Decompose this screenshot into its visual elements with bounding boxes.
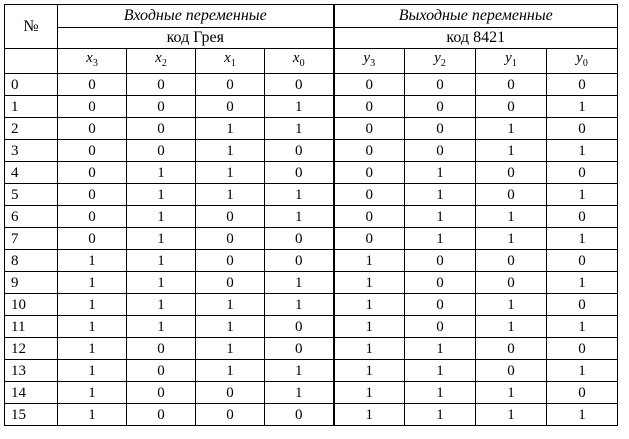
- table-body: [5, 74, 618, 426]
- input-value-cell: 0: [196, 272, 265, 294]
- output-value-cell: 1: [547, 96, 618, 118]
- output-value-cell: 1: [405, 162, 476, 184]
- input-var-subscript: 3: [92, 58, 98, 69]
- output-var-header-2: [405, 49, 476, 74]
- output-value-cell: 1: [547, 272, 618, 294]
- input-value-cell: 1: [265, 360, 334, 382]
- input-value-cell: 0: [265, 404, 334, 426]
- input-value-cell: 1: [58, 404, 127, 426]
- input-value-cell: 1: [196, 140, 265, 162]
- output-value-cell: 0: [547, 206, 618, 228]
- input-value-cell: 1: [196, 162, 265, 184]
- row-number-cell: 13: [5, 360, 58, 382]
- table-row: [5, 96, 618, 118]
- input-value-cell: 1: [127, 162, 196, 184]
- output-value-cell: 0: [476, 96, 547, 118]
- output-value-cell: 1: [334, 250, 405, 272]
- output-value-cell: 1: [405, 338, 476, 360]
- output-value-cell: 1: [476, 294, 547, 316]
- input-value-cell: 0: [265, 250, 334, 272]
- table-row: [5, 74, 618, 96]
- output-value-cell: 1: [476, 118, 547, 140]
- output-value-cell: 0: [547, 74, 618, 96]
- output-value-cell: 0: [334, 206, 405, 228]
- row-number-cell: 11: [5, 316, 58, 338]
- input-value-cell: 1: [196, 294, 265, 316]
- output-value-cell: 1: [405, 228, 476, 250]
- gray-code-table-container: [4, 4, 618, 426]
- input-value-cell: 0: [58, 206, 127, 228]
- table-row: [5, 118, 618, 140]
- input-value-cell: 1: [196, 118, 265, 140]
- output-value-cell: 0: [476, 360, 547, 382]
- input-var-subscript: 0: [299, 58, 305, 69]
- output-value-cell: 1: [334, 360, 405, 382]
- output-value-cell: 0: [334, 118, 405, 140]
- output-value-cell: 1: [547, 404, 618, 426]
- input-value-cell: 1: [265, 272, 334, 294]
- output-var-base: y: [434, 50, 441, 66]
- input-value-cell: 0: [127, 360, 196, 382]
- table-row: [5, 250, 618, 272]
- input-value-cell: 0: [265, 162, 334, 184]
- table-row: [5, 140, 618, 162]
- output-value-cell: 1: [476, 316, 547, 338]
- table-row: [5, 338, 618, 360]
- table-row: [5, 228, 618, 250]
- row-number-cell: 5: [5, 184, 58, 206]
- input-value-cell: 1: [58, 250, 127, 272]
- output-value-cell: 0: [405, 96, 476, 118]
- input-value-cell: 0: [265, 74, 334, 96]
- output-value-cell: 0: [547, 118, 618, 140]
- output-value-cell: 1: [334, 404, 405, 426]
- table-row: [5, 294, 618, 316]
- input-var-base: x: [224, 50, 231, 66]
- input-value-cell: 0: [127, 96, 196, 118]
- input-var-header-1: [196, 49, 265, 74]
- input-value-cell: 0: [58, 162, 127, 184]
- output-variables-header: Выходные переменные: [334, 5, 618, 28]
- output-value-cell: 1: [334, 338, 405, 360]
- output-value-cell: 0: [334, 74, 405, 96]
- row-number-cell: 14: [5, 382, 58, 404]
- input-value-cell: 1: [58, 272, 127, 294]
- input-value-cell: 1: [58, 294, 127, 316]
- output-value-cell: 1: [547, 184, 618, 206]
- input-var-subscript: 2: [161, 58, 167, 69]
- output-var-base: y: [505, 50, 512, 66]
- input-value-cell: 0: [265, 338, 334, 360]
- output-var-subscript: 3: [370, 58, 376, 69]
- output-value-cell: 1: [405, 206, 476, 228]
- input-var-base: x: [86, 50, 93, 66]
- output-value-cell: 0: [334, 184, 405, 206]
- output-value-cell: 1: [476, 206, 547, 228]
- output-value-cell: 1: [334, 294, 405, 316]
- input-value-cell: 1: [127, 250, 196, 272]
- input-value-cell: 1: [58, 382, 127, 404]
- output-value-cell: 1: [405, 360, 476, 382]
- input-value-cell: 0: [58, 118, 127, 140]
- table-row: [5, 382, 618, 404]
- output-value-cell: 1: [476, 404, 547, 426]
- output-value-cell: 1: [334, 272, 405, 294]
- input-value-cell: 1: [265, 382, 334, 404]
- input-value-cell: 0: [265, 228, 334, 250]
- input-value-cell: 0: [196, 404, 265, 426]
- input-value-cell: 0: [196, 74, 265, 96]
- output-value-cell: 0: [476, 162, 547, 184]
- output-value-cell: 1: [405, 184, 476, 206]
- output-value-cell: 0: [476, 338, 547, 360]
- input-value-cell: 1: [265, 294, 334, 316]
- output-code-header: код 8421: [334, 28, 618, 49]
- output-value-cell: 1: [334, 316, 405, 338]
- output-value-cell: 0: [334, 228, 405, 250]
- number-column-header: №: [5, 5, 58, 49]
- input-value-cell: 1: [196, 184, 265, 206]
- input-value-cell: 1: [127, 272, 196, 294]
- input-value-cell: 1: [127, 206, 196, 228]
- input-value-cell: 1: [58, 360, 127, 382]
- input-value-cell: 0: [196, 382, 265, 404]
- table-row: [5, 316, 618, 338]
- input-value-cell: 1: [58, 338, 127, 360]
- output-value-cell: 0: [405, 272, 476, 294]
- output-var-subscript: 2: [440, 58, 446, 69]
- input-var-header-3: [58, 49, 127, 74]
- input-value-cell: 0: [127, 404, 196, 426]
- output-value-cell: 1: [547, 228, 618, 250]
- input-value-cell: 0: [58, 96, 127, 118]
- input-value-cell: 0: [127, 140, 196, 162]
- output-var-base: y: [576, 50, 583, 66]
- output-value-cell: 0: [405, 250, 476, 272]
- table-row: [5, 206, 618, 228]
- empty-header-cell: [5, 49, 58, 74]
- output-value-cell: 1: [547, 360, 618, 382]
- table-row: [5, 404, 618, 426]
- row-number-cell: 4: [5, 162, 58, 184]
- input-value-cell: 0: [196, 250, 265, 272]
- output-value-cell: 0: [405, 74, 476, 96]
- row-number-cell: 10: [5, 294, 58, 316]
- output-var-header-3: [334, 49, 405, 74]
- input-value-cell: 1: [127, 316, 196, 338]
- output-var-header-0: [547, 49, 618, 74]
- input-value-cell: 0: [196, 96, 265, 118]
- input-value-cell: 1: [196, 360, 265, 382]
- table-row: [5, 272, 618, 294]
- output-value-cell: 0: [405, 316, 476, 338]
- row-number-cell: 7: [5, 228, 58, 250]
- output-value-cell: 1: [405, 382, 476, 404]
- gray-code-conversion-table: [4, 4, 618, 426]
- output-value-cell: 1: [476, 382, 547, 404]
- input-var-subscript: 1: [230, 58, 236, 69]
- output-value-cell: 0: [476, 74, 547, 96]
- input-value-cell: 0: [265, 316, 334, 338]
- input-value-cell: 1: [58, 316, 127, 338]
- input-value-cell: 1: [265, 184, 334, 206]
- output-value-cell: 0: [476, 250, 547, 272]
- input-value-cell: 1: [127, 228, 196, 250]
- output-var-subscript: 1: [511, 58, 517, 69]
- output-value-cell: 0: [334, 96, 405, 118]
- output-var-base: y: [363, 50, 371, 66]
- table-row: [5, 162, 618, 184]
- output-value-cell: 0: [334, 140, 405, 162]
- input-code-header: код Грея: [58, 28, 334, 49]
- input-value-cell: 0: [196, 206, 265, 228]
- input-value-cell: 1: [265, 96, 334, 118]
- input-var-base: x: [155, 50, 162, 66]
- input-value-cell: 0: [58, 228, 127, 250]
- output-value-cell: 0: [547, 382, 618, 404]
- input-var-header-2: [127, 49, 196, 74]
- output-value-cell: 1: [334, 382, 405, 404]
- input-value-cell: 0: [127, 118, 196, 140]
- input-value-cell: 0: [265, 140, 334, 162]
- input-value-cell: 1: [196, 338, 265, 360]
- output-value-cell: 0: [476, 184, 547, 206]
- row-number-cell: 2: [5, 118, 58, 140]
- output-value-cell: 0: [547, 294, 618, 316]
- row-number-cell: 3: [5, 140, 58, 162]
- input-value-cell: 0: [127, 382, 196, 404]
- table-row: [5, 360, 618, 382]
- row-number-cell: 6: [5, 206, 58, 228]
- input-variables-header: Входные переменные: [58, 5, 334, 28]
- output-value-cell: 0: [547, 338, 618, 360]
- output-value-cell: 0: [405, 294, 476, 316]
- output-value-cell: 0: [547, 250, 618, 272]
- input-value-cell: 1: [127, 294, 196, 316]
- output-value-cell: 0: [405, 140, 476, 162]
- output-value-cell: 1: [476, 140, 547, 162]
- input-value-cell: 1: [127, 184, 196, 206]
- output-var-header-1: [476, 49, 547, 74]
- row-number-cell: 8: [5, 250, 58, 272]
- output-value-cell: 0: [334, 162, 405, 184]
- row-number-cell: 12: [5, 338, 58, 360]
- output-value-cell: 1: [547, 140, 618, 162]
- input-value-cell: 0: [127, 338, 196, 360]
- input-var-base: x: [292, 50, 300, 66]
- input-value-cell: 0: [58, 74, 127, 96]
- row-number-cell: 0: [5, 74, 58, 96]
- output-value-cell: 0: [405, 118, 476, 140]
- input-value-cell: 0: [58, 184, 127, 206]
- row-number-cell: 1: [5, 96, 58, 118]
- output-value-cell: 1: [405, 404, 476, 426]
- output-value-cell: 1: [547, 316, 618, 338]
- input-var-header-0: [265, 49, 334, 74]
- output-value-cell: 0: [547, 162, 618, 184]
- input-value-cell: 0: [196, 228, 265, 250]
- output-value-cell: 1: [476, 228, 547, 250]
- row-number-cell: 15: [5, 404, 58, 426]
- row-number-cell: 9: [5, 272, 58, 294]
- table-row: [5, 184, 618, 206]
- output-value-cell: 0: [476, 272, 547, 294]
- input-value-cell: 1: [265, 118, 334, 140]
- input-value-cell: 1: [196, 316, 265, 338]
- output-var-subscript: 0: [582, 58, 588, 69]
- input-value-cell: 1: [265, 206, 334, 228]
- input-value-cell: 0: [58, 140, 127, 162]
- input-value-cell: 0: [127, 74, 196, 96]
